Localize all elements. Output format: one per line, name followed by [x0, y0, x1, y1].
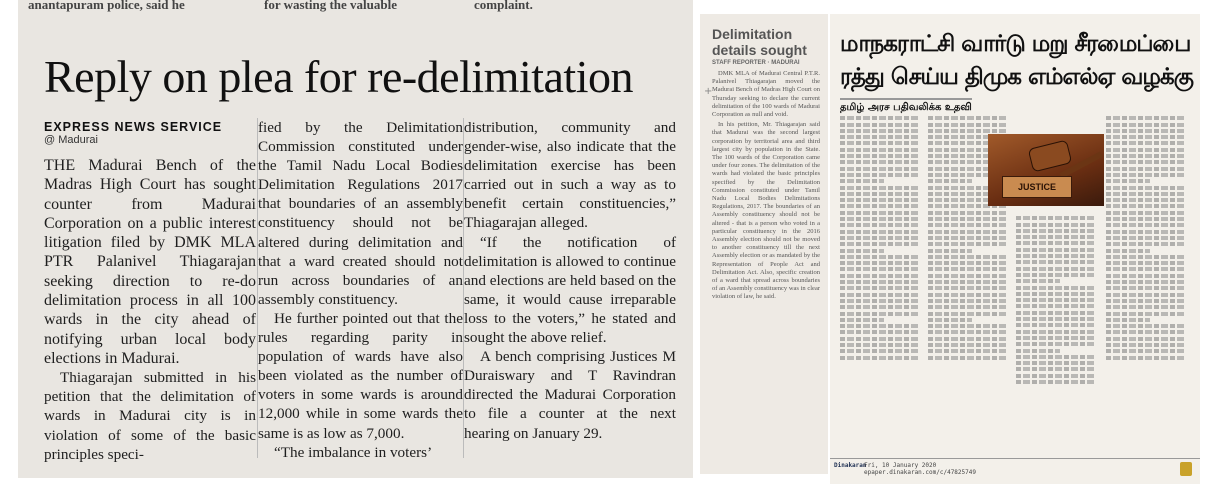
cut-off-text: anantapuram police, said he — [28, 0, 185, 12]
illegible-text-line — [840, 148, 920, 152]
illegible-text-line — [1016, 229, 1096, 233]
illegible-text-line — [840, 198, 920, 202]
illegible-text-line — [1106, 230, 1186, 234]
illegible-text-line — [1016, 241, 1096, 245]
illegible-text-line — [840, 286, 920, 290]
illegible-text-line — [1016, 273, 1096, 277]
illegible-text-line — [1016, 355, 1096, 359]
illegible-text-line — [1106, 299, 1186, 303]
illegible-text-line — [1016, 311, 1096, 315]
illegible-text-line — [1016, 380, 1096, 384]
illegible-text-line — [928, 299, 1008, 303]
staff-label: STAFF REPORTER — [712, 60, 766, 66]
illegible-text-line — [928, 343, 1008, 347]
illegible-text-line — [1106, 223, 1186, 227]
illegible-text-line — [840, 242, 920, 246]
illegible-text-line — [840, 211, 920, 215]
paragraph: He further pointed out that the rules regarding parity in population of wards have also been violated as the number of voters in some wards is around 12,000 while in some wards the same is as low as 7,000. — [258, 309, 463, 442]
illegible-text-line — [928, 242, 1008, 246]
illegible-text-line — [1106, 343, 1186, 347]
clip-small-article — [700, 14, 828, 474]
illegible-text-line — [928, 261, 1008, 265]
illegible-text-line — [1106, 173, 1186, 177]
newspaper-logo: Dinakaran — [834, 462, 867, 469]
illegible-text-line — [1016, 323, 1096, 327]
illegible-text-line — [840, 179, 884, 183]
illegible-text-line — [1106, 337, 1186, 341]
illegible-text-line — [928, 129, 1008, 133]
illegible-text-line — [928, 280, 1008, 284]
illegible-text-line — [1016, 254, 1096, 258]
tamil-byline: தமிழ் அரச பதிவலிக்க உதவி — [840, 98, 972, 114]
tamil-column-3 — [1016, 214, 1096, 454]
illegible-text-line — [840, 330, 920, 334]
illegible-text-line — [840, 167, 920, 171]
illegible-text-line — [1106, 192, 1186, 196]
illegible-text-line — [1106, 129, 1186, 133]
illegible-text-line — [1016, 292, 1096, 296]
illegible-text-line — [1016, 336, 1096, 340]
illegible-text-line — [840, 116, 920, 120]
illegible-text-line — [1106, 186, 1186, 190]
article-headline: Reply on plea for re-delimitation — [44, 51, 633, 102]
illegible-text-line — [840, 318, 884, 322]
illegible-text-line — [840, 141, 920, 145]
illegible-text-line — [840, 223, 920, 227]
illegible-text-line — [928, 330, 1008, 334]
cut-off-text: complaint. — [474, 0, 533, 12]
paragraph: Thiagarajan submitted in his petition that the delimitation of wards in Madurai city is in violation of some of the basic principles speci- — [44, 369, 256, 463]
illegible-text-line — [1106, 204, 1186, 208]
small-headline: Delimitation details sought — [712, 26, 807, 58]
illegible-text-line — [1106, 274, 1186, 278]
illegible-text-line — [1106, 141, 1186, 145]
illegible-text-line — [840, 135, 920, 139]
illegible-text-line — [1016, 361, 1096, 365]
illegible-text-line — [840, 356, 920, 360]
illegible-text-line — [1016, 235, 1096, 239]
registration-mark-icon: + — [704, 86, 713, 97]
paragraph: A bench comprising Justices M Duraiswary and T Ravindran directed the Madurai Corporation to file a counter at the next hearing on January 29. — [464, 348, 676, 442]
illegible-text-line — [928, 274, 1008, 278]
illegible-text-line — [928, 324, 1008, 328]
illegible-text-line — [928, 236, 1008, 240]
illegible-text-line — [840, 236, 920, 240]
illegible-text-line — [928, 217, 1008, 221]
illegible-text-line — [840, 299, 920, 303]
illegible-text-line — [1106, 116, 1186, 120]
gavel-head-icon — [1028, 140, 1073, 173]
illegible-text-line — [1106, 160, 1186, 164]
illegible-text-line — [928, 255, 1008, 259]
illegible-text-line — [1016, 260, 1096, 264]
epaper-footer — [830, 458, 1200, 477]
emblem-icon — [1180, 462, 1192, 476]
paragraph: “The imbalance in voters’ — [274, 443, 433, 461]
illegible-text-line — [1016, 216, 1096, 220]
illegible-text-line — [1106, 293, 1186, 297]
illegible-text-line — [1016, 349, 1060, 353]
illegible-text-line — [1106, 305, 1186, 309]
article-column-2 — [258, 118, 463, 462]
illegible-text-line — [928, 293, 1008, 297]
illegible-text-line — [840, 305, 920, 309]
illegible-text-line — [928, 356, 1008, 360]
tamil-column-1 — [840, 114, 920, 454]
illegible-text-line — [1106, 330, 1186, 334]
article-column-1 — [44, 118, 256, 464]
illegible-text-line — [840, 349, 920, 353]
illegible-text-line — [1106, 217, 1186, 221]
illegible-text-line — [928, 223, 1008, 227]
illegible-text-line — [1016, 342, 1096, 346]
print-date: Fri, 10 January 2020 — [864, 462, 937, 469]
illegible-text-line — [1016, 286, 1096, 290]
illegible-text-line — [1106, 318, 1150, 322]
illegible-text-line — [840, 280, 920, 284]
illegible-text-line — [928, 230, 1008, 234]
justice-block-label: JUSTICE — [1002, 176, 1072, 198]
article-column-3 — [464, 118, 676, 443]
illegible-text-line — [1106, 123, 1186, 127]
small-article-body — [712, 70, 820, 304]
illegible-text-line — [1016, 279, 1060, 283]
illegible-text-line — [840, 217, 920, 221]
illegible-text-line — [1106, 261, 1186, 265]
illegible-text-line — [1106, 324, 1186, 328]
illegible-text-line — [1106, 179, 1150, 183]
illegible-text-line — [1106, 267, 1186, 271]
dateline: @ Madurai — [44, 134, 98, 146]
illegible-text-line — [928, 211, 1008, 215]
illegible-text-line — [928, 305, 1008, 309]
clip-english-article — [18, 0, 693, 478]
illegible-text-line — [928, 286, 1008, 290]
illegible-text-line — [840, 192, 920, 196]
illegible-text-line — [928, 116, 1008, 120]
illegible-text-line — [1106, 312, 1186, 316]
illegible-text-line — [1106, 349, 1186, 353]
illegible-text-line — [928, 179, 972, 183]
illegible-text-line — [1106, 211, 1186, 215]
paragraph: DMK MLA of Madurai Central P.T.R. Palanivel Thiagarajan moved the Madurai Bench of Madras High Court on Thursday seeking to declare the current delimitation of the 100 wards of Madurai Corporation as null and void. — [712, 70, 820, 119]
staff-reporter: STAFF REPORTER · MADURAI — [712, 60, 800, 66]
paragraph: In his petition, Mr. Thiagarajan said that Madurai was the second largest corporation by territorial area and third largest city by population in the State. The 100 wards of the Corporation came under four zones. The delimitation of the wards had violated the basic principles specified by the Delimitation Commission constituted under Tamil Nadu Local Bodies Delimitations Regulations, 2017. The boundaries of an Assembly constituency should not be altered - that is a person who voted in a particular constituency in the 2016 Assembly election should not be moved to another constituency till the next Assembly election or as mandated by the Representation of People Act and Delimitation Act. Also, specific creation of a ward that spread across boundaries of an Assembly constituency was in clear violation of law, he said. — [712, 121, 820, 301]
illegible-text-line — [1016, 330, 1096, 334]
illegible-text-line — [928, 249, 972, 253]
illegible-text-line — [1016, 304, 1096, 308]
illegible-text-line — [1016, 374, 1096, 378]
illegible-text-line — [840, 293, 920, 297]
illegible-text-line — [1016, 223, 1096, 227]
illegible-text-line — [840, 261, 920, 265]
illegible-text-line — [1016, 317, 1096, 321]
lead-paragraph: THE Madurai Bench of the Madras High Court has sought counter from Madurai Corporation on a public interest litigation filed by DMK MLA PTR Palanivel Thiagarajan seeking direction to re-do delimitation process in all 100 wards in the city ahead of notifying urban local body elections in Madurai. — [44, 157, 256, 367]
illegible-text-line — [840, 186, 920, 190]
illegible-text-line — [1106, 356, 1186, 360]
illegible-text-line — [1106, 198, 1186, 202]
illegible-text-line — [840, 255, 920, 259]
illegible-text-line — [840, 267, 920, 271]
illegible-text-line — [1106, 286, 1186, 290]
paragraph: fied by the Delimitation Commission constituted under the Tamil Nadu Local Bodies Delimitation Regulations 2017 that boundaries of an assembly constituency should not be altered during delimitation and that a ward created should not run across boundaries of an assembly constituency. — [258, 119, 463, 308]
byline: EXPRESS NEWS SERVICE — [44, 120, 223, 134]
illegible-text-line — [1106, 236, 1186, 240]
illegible-text-line — [1106, 135, 1186, 139]
place-label: MADURAI — [771, 60, 800, 66]
illegible-text-line — [840, 274, 920, 278]
illegible-text-line — [1016, 298, 1096, 302]
illegible-text-line — [840, 249, 884, 253]
illegible-text-line — [1016, 267, 1096, 271]
illegible-text-line — [1016, 248, 1096, 252]
illegible-text-line — [840, 160, 920, 164]
illegible-text-line — [840, 312, 920, 316]
illegible-text-line — [1106, 154, 1186, 158]
paragraph: “If the notification of delimitation is allowed to continue and elections are held based on the same, it would cause irreparable loss to the voters,” he stated and sought the above relief. — [464, 233, 676, 347]
illegible-text-line — [1106, 167, 1186, 171]
cut-off-previous-article — [28, 0, 678, 18]
illegible-text-line — [928, 337, 1008, 341]
illegible-text-line — [1016, 367, 1096, 371]
illegible-text-line — [840, 129, 920, 133]
illegible-text-line — [1106, 255, 1186, 259]
illegible-text-line — [840, 173, 920, 177]
illegible-text-line — [928, 123, 1008, 127]
justice-gavel-photo — [988, 134, 1104, 206]
tamil-headline: மாநகராட்சி வார்டு மறு சீரமைப்பை ரத்து செய்ய திமுக எம்எல்ஏ வழக்கு — [840, 31, 1193, 90]
epaper-url: epaper.dinakaran.com/c/47825749 — [864, 469, 976, 476]
illegible-text-line — [840, 204, 920, 208]
illegible-text-line — [928, 312, 1008, 316]
illegible-text-line — [928, 267, 1008, 271]
illegible-text-line — [1106, 249, 1150, 253]
illegible-text-line — [840, 230, 920, 234]
paragraph: distribution, community and gender-wise, also indicate that the delimitation exercise has been carried out in such a way as to benefit certain constituencies,” Thiagarajan alleged. — [464, 119, 676, 232]
illegible-text-line — [928, 349, 1008, 353]
illegible-text-line — [840, 337, 920, 341]
illegible-text-line — [840, 154, 920, 158]
illegible-text-line — [840, 123, 920, 127]
clip-tamil-article — [830, 14, 1200, 484]
illegible-text-line — [928, 318, 972, 322]
illegible-text-line — [1106, 280, 1186, 284]
cut-off-text: for wasting the valuable — [264, 0, 398, 12]
illegible-text-line — [840, 343, 920, 347]
illegible-text-line — [840, 324, 920, 328]
illegible-text-line — [1106, 148, 1186, 152]
illegible-text-line — [1106, 242, 1186, 246]
tamil-column-4 — [1106, 114, 1186, 454]
